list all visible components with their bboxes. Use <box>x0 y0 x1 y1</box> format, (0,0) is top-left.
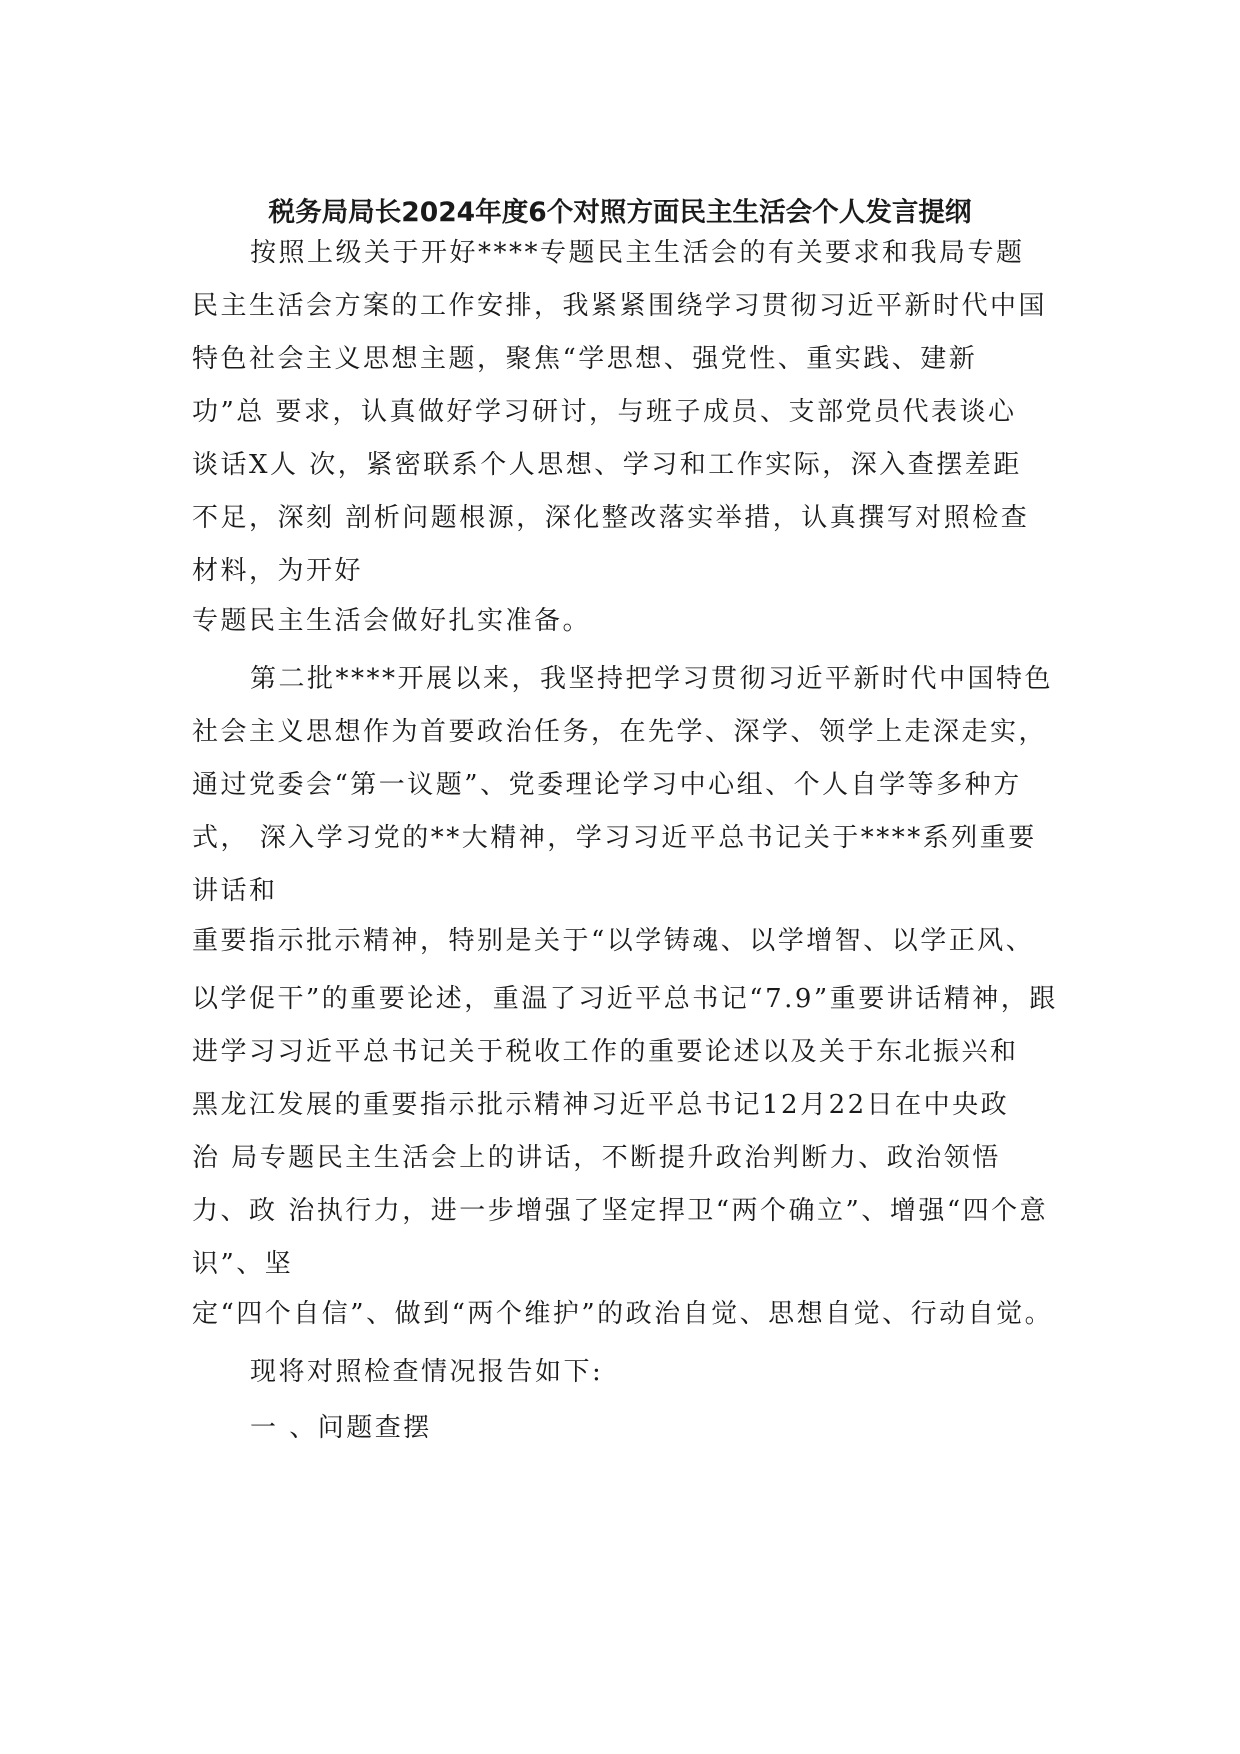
body-line: 定“四个自信”、做到“两个维护”的政治自觉、思想自觉、行动自觉。 <box>192 1299 1054 1329</box>
body-line: 讲话和 <box>192 876 278 906</box>
body-line: 民主生活会方案的工作安排，我紧紧围绕学习贯彻习近平新时代中国 <box>192 291 1048 321</box>
body-line: 进学习习近平总书记关于税收工作的重要论述以及关于东北振兴和 <box>192 1037 1019 1067</box>
body-line: 重要指示批示精神，特别是关于“以学铸魂、以学增智、以学正风、 <box>192 926 1035 956</box>
body-line: 按照上级关于开好****专题民主生活会的有关要求和我局专题 <box>250 238 1025 268</box>
body-line: 专题民主生活会做好扎实准备。 <box>192 606 592 636</box>
body-line: 第二批****开展以来，我坚持把学习贯彻习近平新时代中国特色 <box>250 664 1054 694</box>
body-line: 黑龙江发展的重要指示批示精神习近平总书记12月22日在中央政 <box>192 1090 1010 1120</box>
body-line: 以学促干”的重要论述，重温了习近平总书记“7.9”重要讲话精神，跟 <box>192 984 1058 1014</box>
body-line: 通过党委会“第一议题”、党委理论学习中心组、个人自学等多种方 <box>192 770 1022 800</box>
body-line: 不足，深刻 剖析问题根源，深化整改落实举措，认真撰写对照检查 <box>192 503 1030 533</box>
document-title: 税务局局长2024年度6个对照方面民主生活会个人发言提纲 <box>268 197 972 228</box>
body-line: 功”总 要求，认真做好学习研讨，与班子成员、支部党员代表谈心 <box>192 397 1017 427</box>
body-line: 现将对照检查情况报告如下: <box>250 1357 604 1387</box>
body-line: 识”、坚 <box>192 1249 294 1279</box>
body-line: 式， 深入学习党的**大精神，学习习近平总书记关于****系列重要 <box>192 823 1037 853</box>
body-line: 特色社会主义思想主题，聚焦“学思想、强党性、重实践、建新 <box>192 344 978 374</box>
body-line: 谈话X人 次，紧密联系个人思想、学习和工作实际，深入查摆差距 <box>192 450 1022 480</box>
section-heading: 一 、问题查摆 <box>250 1413 432 1443</box>
body-line: 社会主义思想作为首要政治任务，在先学、深学、领学上走深走实， <box>192 717 1048 747</box>
body-line: 材料，为开好 <box>192 556 364 586</box>
body-line: 力、政 治执行力，进一步增强了坚定捍卫“两个确立”、增强“四个意 <box>192 1196 1049 1226</box>
body-line: 治 局专题民主生活会上的讲话，不断提升政治判断力、政治领悟 <box>192 1143 1001 1173</box>
